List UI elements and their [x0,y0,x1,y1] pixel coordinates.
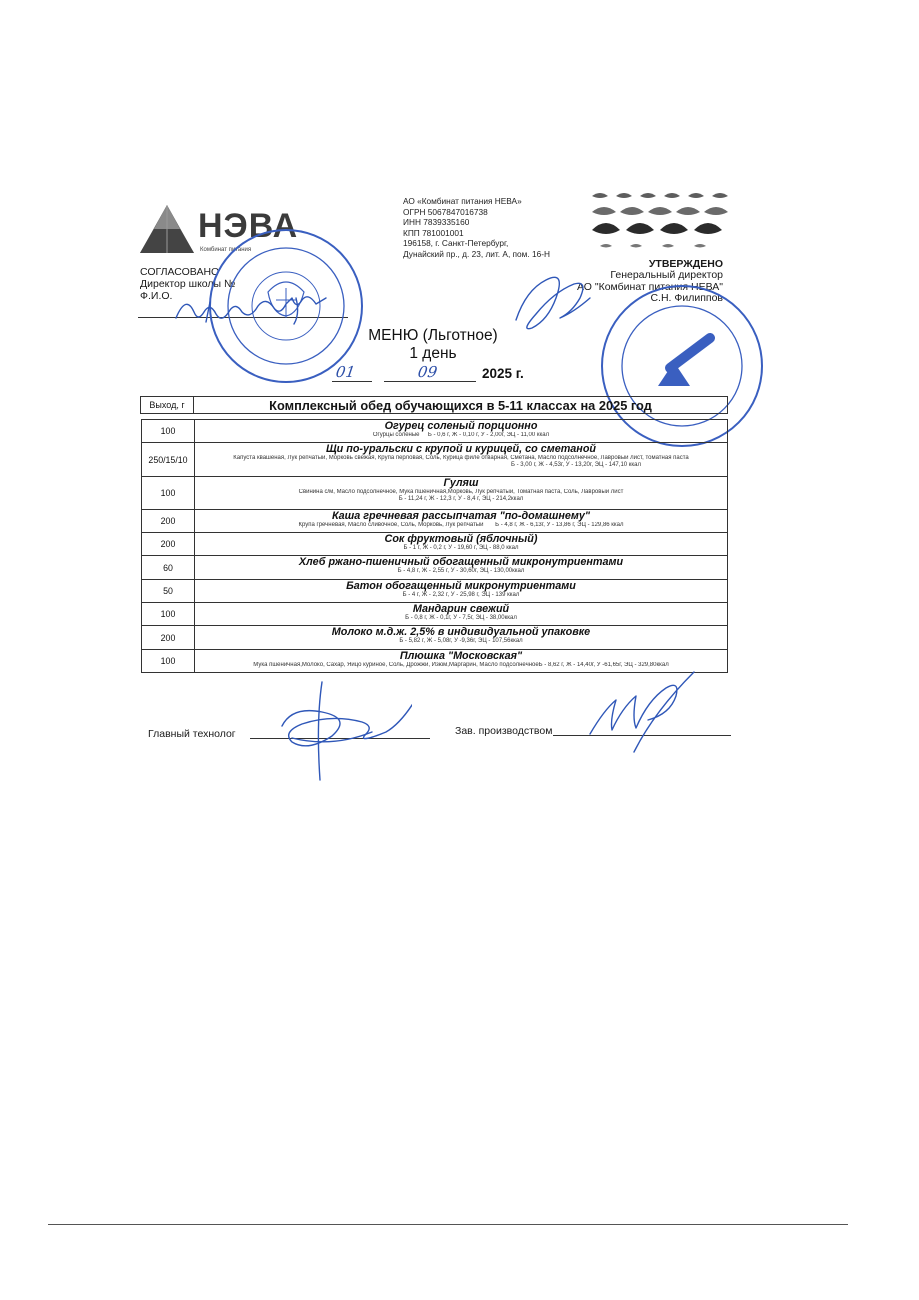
agreed-name-label: Ф.И.О. [140,290,173,302]
dish-name: Батон обогащенный микронутриентами [346,580,576,592]
table-title: Комплексный обед обучающихся в 5-11 классах на 2025 год [194,396,728,414]
logo-word: НЭВА [198,207,299,245]
row-output: 200 [142,510,195,532]
date-day-line [332,381,372,382]
dish-name: Сок фруктовый (яблочный) [384,533,538,545]
row-output: 100 [142,420,195,442]
company-line: Дунайский пр., д. 23, лит. А, пом. 16-Н [403,248,550,259]
technologist-signature-icon [262,676,412,786]
table-row [142,510,728,533]
menu-title-line1: МЕНЮ (Льготное) [368,327,498,344]
row-description [195,477,728,509]
table-row [142,477,728,510]
approved-name: С.Н. Филиппов [650,291,723,304]
row-output: 250/15/10 [142,443,195,476]
approved-label: УТВЕРЖДЕНО [648,258,723,270]
dish-nutrition: Б - 4,8 г, Ж - 2,55 г, У - 30,60г, ЭЦ - 130,00ккал [397,568,525,574]
company-line: ОГРН 5067847016738 [403,206,488,217]
dish-ingredients [197,522,725,529]
date-day: 01 [334,363,357,381]
row-output: 100 [142,477,195,509]
production-signature-icon [580,664,710,756]
dish-ingredients: Капуста квашеная, Лук репчатый, Морковь свежая, Крупа перловая, Соль, Курица филе отварная, Сметана, Масло подсолнечное, Лавровый лист, томатная паста [233,455,689,461]
row-output: 100 [142,603,195,625]
dish-name: Огурец соленый порционно [384,420,538,432]
row-description [195,626,728,649]
agreed-signature-icon [170,292,360,332]
row-output: 50 [142,580,195,602]
date-month-line [384,381,476,382]
row-description [195,580,728,602]
dish-nutrition: Б - 1 г, Ж - 0,2 г, У - 19,60 г, ЭЦ - 88,0 ккал [403,545,519,551]
logo-subtitle: Комбинат питания [200,247,252,253]
logo-diamond-icon [138,203,196,257]
table-row [142,580,728,603]
row-description [195,603,728,625]
dish-nutrition: Б - 0,8 г, Ж - 0,1г, У - 7,5г, ЭЦ - 38,00ккал [405,615,517,621]
company-requisites [403,196,550,260]
approved-position: Генеральный директор [610,269,723,282]
menu-date [322,363,552,387]
dish-name: Плюшка "Московская" [399,650,523,662]
row-description [195,533,728,555]
dish-name: Каша гречневая рассыпчатая "по-домашнему" [332,510,590,522]
technologist-label: Главный технолог [148,728,236,740]
dish-nutrition: Б - 5,82 г, Ж - 5,08г, У -9,36г, ЭЦ - 107,56ккал [399,638,523,644]
company-line: 196158, г. Санкт-Петербург, [403,238,509,249]
table-row [142,443,728,477]
table-row [142,556,728,580]
row-description [195,443,728,476]
ingredients-text: Огурцы соленые [372,432,420,438]
menu-title-line2: 1 день [409,345,457,362]
page-bottom-rule [48,1224,848,1225]
table-row [142,533,728,556]
dish-name: Щи по-уральски с крупой и курицей, со сметаной [325,443,597,455]
ingredients-text: Крупа гречневая, Масло сливочное, Соль, Морковь, Лук репчатый [298,522,484,528]
dish-name: Молоко м.д.ж. 2,5% в индивидуальной упаковке [331,626,591,638]
menu-title [300,327,566,363]
dish-name: Гуляш [443,477,479,489]
agreed-label: СОГЛАСОВАНО [140,266,220,278]
date-year: 2025 г. [482,366,524,381]
agreed-position: Директор школы № [140,278,236,290]
row-output: 60 [142,556,195,579]
row-description [195,420,728,442]
company-line: ИНН 7839335160 [403,217,470,228]
dish-nutrition: Б - 11,24 г, Ж - 12,3 г, У - 8,4 г, ЭЦ - 214,2ккал [398,496,524,502]
table-row [142,603,728,626]
approved-company: АО "Комбинат питания НЕВА" [577,280,723,293]
dish-nutrition: Б - 3,00 г, Ж - 4,53г, У - 13,20г, ЭЦ - 147,10 ккал [510,462,641,468]
dish-ingredients [197,432,725,439]
row-description [195,556,728,579]
dish-ingredients: Свинина с/м, Масло подсолнечное, Мука пшеничная,Морковь, Лук репчатый, Томатная паста, Соль, Лавровый лист [298,489,624,495]
dish-name: Хлеб ржано-пшеничный обогащенный микронутриентами [298,556,624,568]
company-line: АО «Комбинат питания НЕВА» [403,196,522,206]
row-description [195,510,728,532]
nutrition-text: Б - 0,6 г, Ж - 0,10 г, У - 2,00г, ЭЦ - 11,00 ккал [427,432,550,438]
decorative-waves-icon [590,190,730,252]
date-month: 09 [416,363,439,381]
company-line: КПП 781001001 [403,227,464,238]
production-label: Зав. производством [455,725,553,737]
nutrition-text: Б - 4,8 г, Ж - 6,13г, У - 13,86 г, ЭЦ - 129,86 ккал [495,522,624,528]
dish-nutrition: Б - 4 г, Ж - 2,32 г, У - 25,98 г, ЭЦ - 139 ккал [402,592,520,598]
output-column-header: Выход, г [140,396,194,414]
row-output: 200 [142,533,195,555]
table-row [142,420,728,443]
dish-name: Мандарин свежий [412,603,510,615]
row-output: 200 [142,626,195,649]
row-output: 100 [142,650,195,672]
dish-ingredients: Мука пшеничная,Молоко, Сахар, Яйцо куриное, Соль, Дрожжи, Изюм,Маргарин, Масло подсолнечноеБ - 8,62 г, Ж - 14,40г, У -61,65г, ЭЦ - 329,80ккал [253,662,669,668]
table-row [142,626,728,650]
table-header [140,396,728,414]
menu-table [141,419,728,673]
